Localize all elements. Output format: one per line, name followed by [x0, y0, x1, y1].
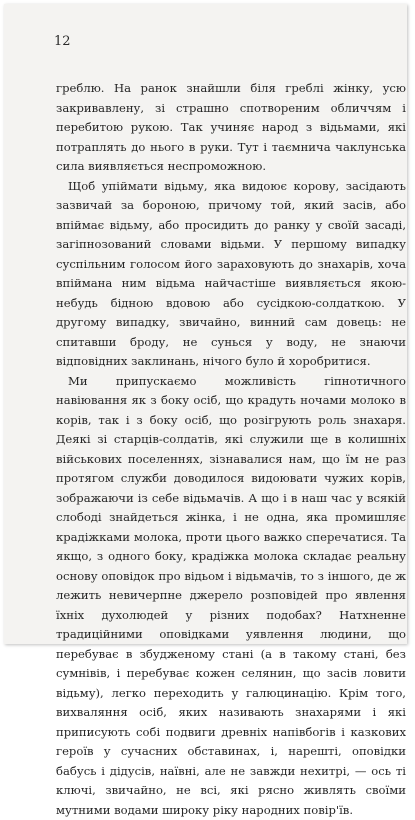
- book-page: [4, 4, 407, 644]
- paragraph-hypnotic-suggestion: Ми припускаємо можливість гіпнотичного навіювання як з боку осіб, що крадуть ночами молоко в корів, так і з боку осіб, що розігрують роль знахаря. Деякі зі старців-солдатів, які служили ще в колишніх військових поселеннях, зізнавалися нам, що їм не раз протягом служби доводилося видоювати чужих корів, зображаючи із себе відьмачів. А що і в наш час у всякій слободі знайдеться жінка, і не одна, яка промишляє крадіжками молока, проти цього важко сперечатися. Та якщо, з одного боку, крадіжка молока складає реальну основу оповідок про відьом і відьмачів, то з іншого, де ж лежить невичерпне джерело розповідей про явлення їхніх духолюдей у різних подобах? Натхненне традиційними оповідками уявлення людини, що перебуває в збудженому стані (а в такому стані, без сумнівів, і перебуває кожен селянин, що засів ловити відьму), легко переходить у галюцинацію. Крім того, вихваляння осіб, яких називають знахарями і які приписують собі подвиги древніх напівбогів і казкових героїв у сучасних обставинах, і, нарешті, оповідки бабусь і дідусів, наївні, але не завжди нехитрі, — ось ті ключі, звичайно, не всі, які рясно живлять своїми мутними водами широку ріку народних повір'їв.: [56, 372, 406, 820]
- page-number: 12: [54, 34, 71, 49]
- paragraph-continued: греблю. На ранок знайшли біля греблі жінку, усю закривавлену, зі страшно спотвореним обличчям і перебитою рукою. Так учиняє народ з відьмами, які потраплять до нього в руки. Тут і таємнича чаклунська сила виявляється неспроможною.: [56, 79, 406, 177]
- paragraph-catching-witch: Щоб упіймати відьму, яка видоює корову, засідають зазвичай за бороною, причому той, який засів, або впіймає відьму, або просидить до ранку у своїй засаді, загіпнозований словами відьми. У першому випадку суспільним голосом його зараховують до знахарів, хоча впіймана ним відьма найчастіше виявляється якою-небудь бідною вдовою або сусідкою-солдаткою. У другому випадку, звичайно, винний сам довець: не спитавши броду, не суньcя у воду, не знаючи відповідних заклинань, нічого було й хоробритися.: [56, 177, 406, 372]
- body-text: [56, 79, 406, 820]
